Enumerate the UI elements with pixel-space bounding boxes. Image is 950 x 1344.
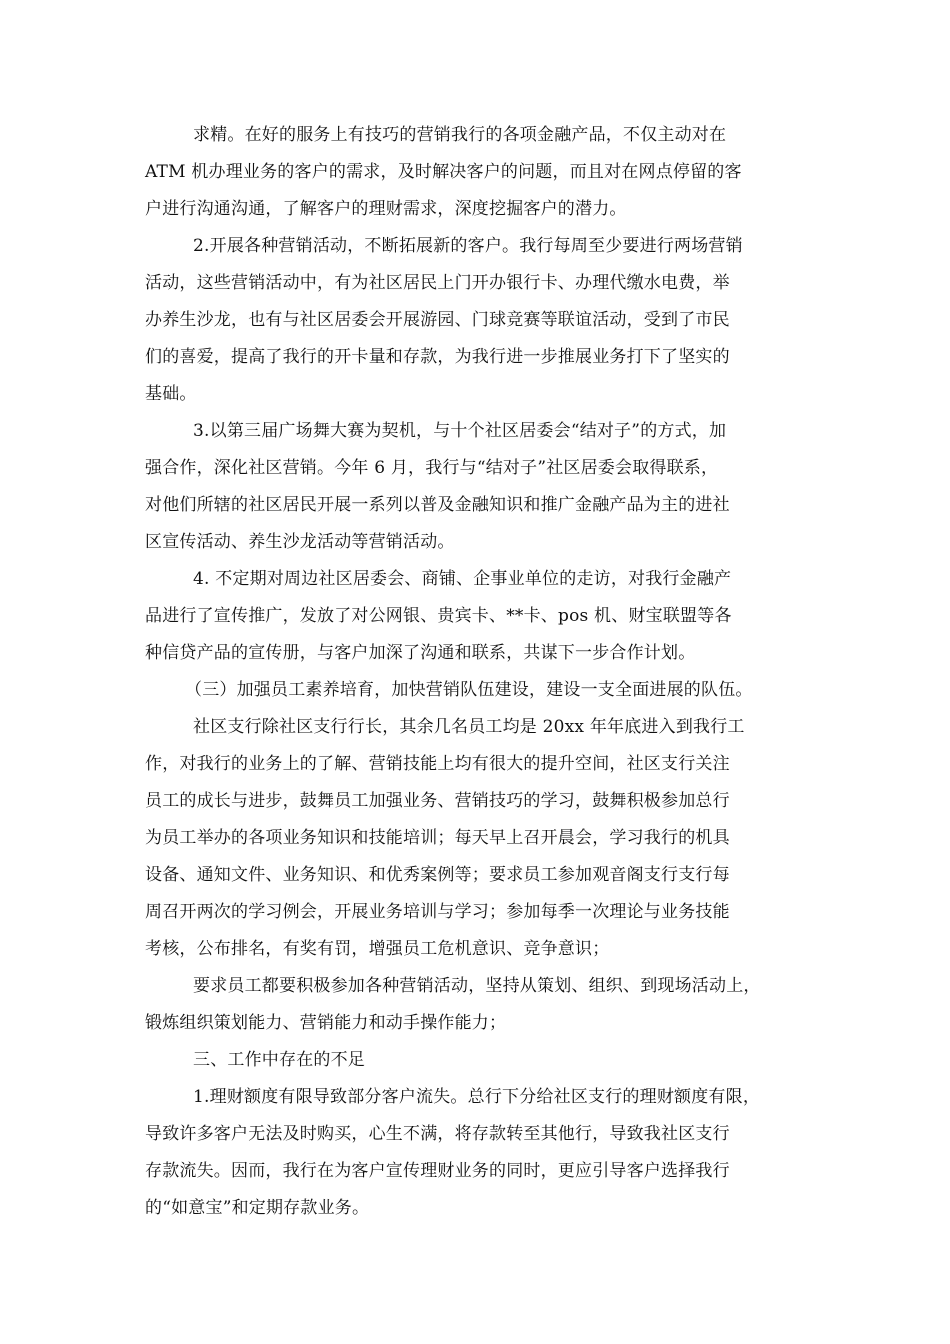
text-line: （三）加强员工素养培育，加快营销队伍建设，建设一支全面进展的队伍。 xyxy=(185,680,753,700)
text-line: 考核，公布排名，有奖有罚，增强员工危机意识、竞争意识； xyxy=(145,939,610,959)
text-line: 1.理财额度有限导致部分客户流失。总行下分给社区支行的理财额度有限， xyxy=(193,1087,761,1107)
text-line: 强合作，深化社区营销。今年 6 月，我行与“结对子”社区居委会取得联系， xyxy=(145,458,719,478)
text-line: 3.以第三届广场舞大赛为契机，与十个社区居委会“结对子”的方式，加 xyxy=(193,421,727,441)
text-line: 周召开两次的学习例会，开展业务培训与学习；参加每季一次理论与业务技能 xyxy=(145,902,730,922)
text-line: 作，对我行的业务上的了解、营销技能上均有很大的提升空间，社区支行关注 xyxy=(145,754,730,774)
text-line: 办养生沙龙，也有与社区居委会开展游园、门球竞赛等联谊活动，受到了市民 xyxy=(145,310,730,330)
text-line: 设备、通知文件、业务知识、和优秀案例等；要求员工参加观音阁支行支行每 xyxy=(145,865,730,885)
text-line: 对他们所辖的社区居民开展一系列以普及金融知识和推广金融产品为主的进社 xyxy=(145,495,730,515)
text-line: 区宣传活动、养生沙龙活动等营销活动。 xyxy=(145,532,455,552)
text-line: 2.开展各种营销活动，不断拓展新的客户。我行每周至少要进行两场营销 xyxy=(193,236,743,256)
text-line: 为员工举办的各项业务知识和技能培训；每天早上召开晨会，学习我行的机具 xyxy=(145,828,730,848)
text-line: 的“如意宝”和定期存款业务。 xyxy=(145,1198,370,1218)
text-line: 种信贷产品的宣传册，与客户加深了沟通和联系，共谋下一步合作计划。 xyxy=(145,643,696,663)
text-line: ATM 机办理业务的客户的需求，及时解决客户的问题，而且对在网点停留的客 xyxy=(145,162,742,182)
text-line: 三、工作中存在的不足 xyxy=(193,1050,365,1070)
text-line: 要求员工都要积极参加各种营销活动，坚持从策划、组织、到现场活动上， xyxy=(193,976,761,996)
text-line: 4. 不定期对周边社区居委会、商铺、企事业单位的走访，对我行金融产 xyxy=(193,569,732,589)
text-line: 社区支行除社区支行行长，其余几名员工均是 20xx 年年底进入到我行工 xyxy=(193,717,745,737)
text-line: 锻炼组织策划能力、营销能力和动手操作能力； xyxy=(145,1013,507,1033)
text-line: 导致许多客户无法及时购买，心生不满，将存款转至其他行，导致我社区支行 xyxy=(145,1124,730,1144)
text-line: 品进行了宣传推广，发放了对公网银、贵宾卡、**卡、pos 机、财宝联盟等各 xyxy=(145,606,732,626)
text-line: 基础。 xyxy=(145,384,197,404)
text-line: 求精。在好的服务上有技巧的营销我行的各项金融产品，不仅主动对在 xyxy=(193,125,727,145)
text-line: 存款流失。因而，我行在为客户宣传理财业务的同时，更应引导客户选择我行 xyxy=(145,1161,730,1181)
text-line: 活动，这些营销活动中，有为社区居民上门开办银行卡、办理代缴水电费，举 xyxy=(145,273,730,293)
text-line: 员工的成长与进步，鼓舞员工加强业务、营销技巧的学习，鼓舞积极参加总行 xyxy=(145,791,730,811)
text-line: 户进行沟通沟通，了解客户的理财需求，深度挖掘客户的潜力。 xyxy=(145,199,627,219)
text-line: 们的喜爱，提高了我行的开卡量和存款，为我行进一步推展业务打下了坚实的 xyxy=(145,347,730,367)
